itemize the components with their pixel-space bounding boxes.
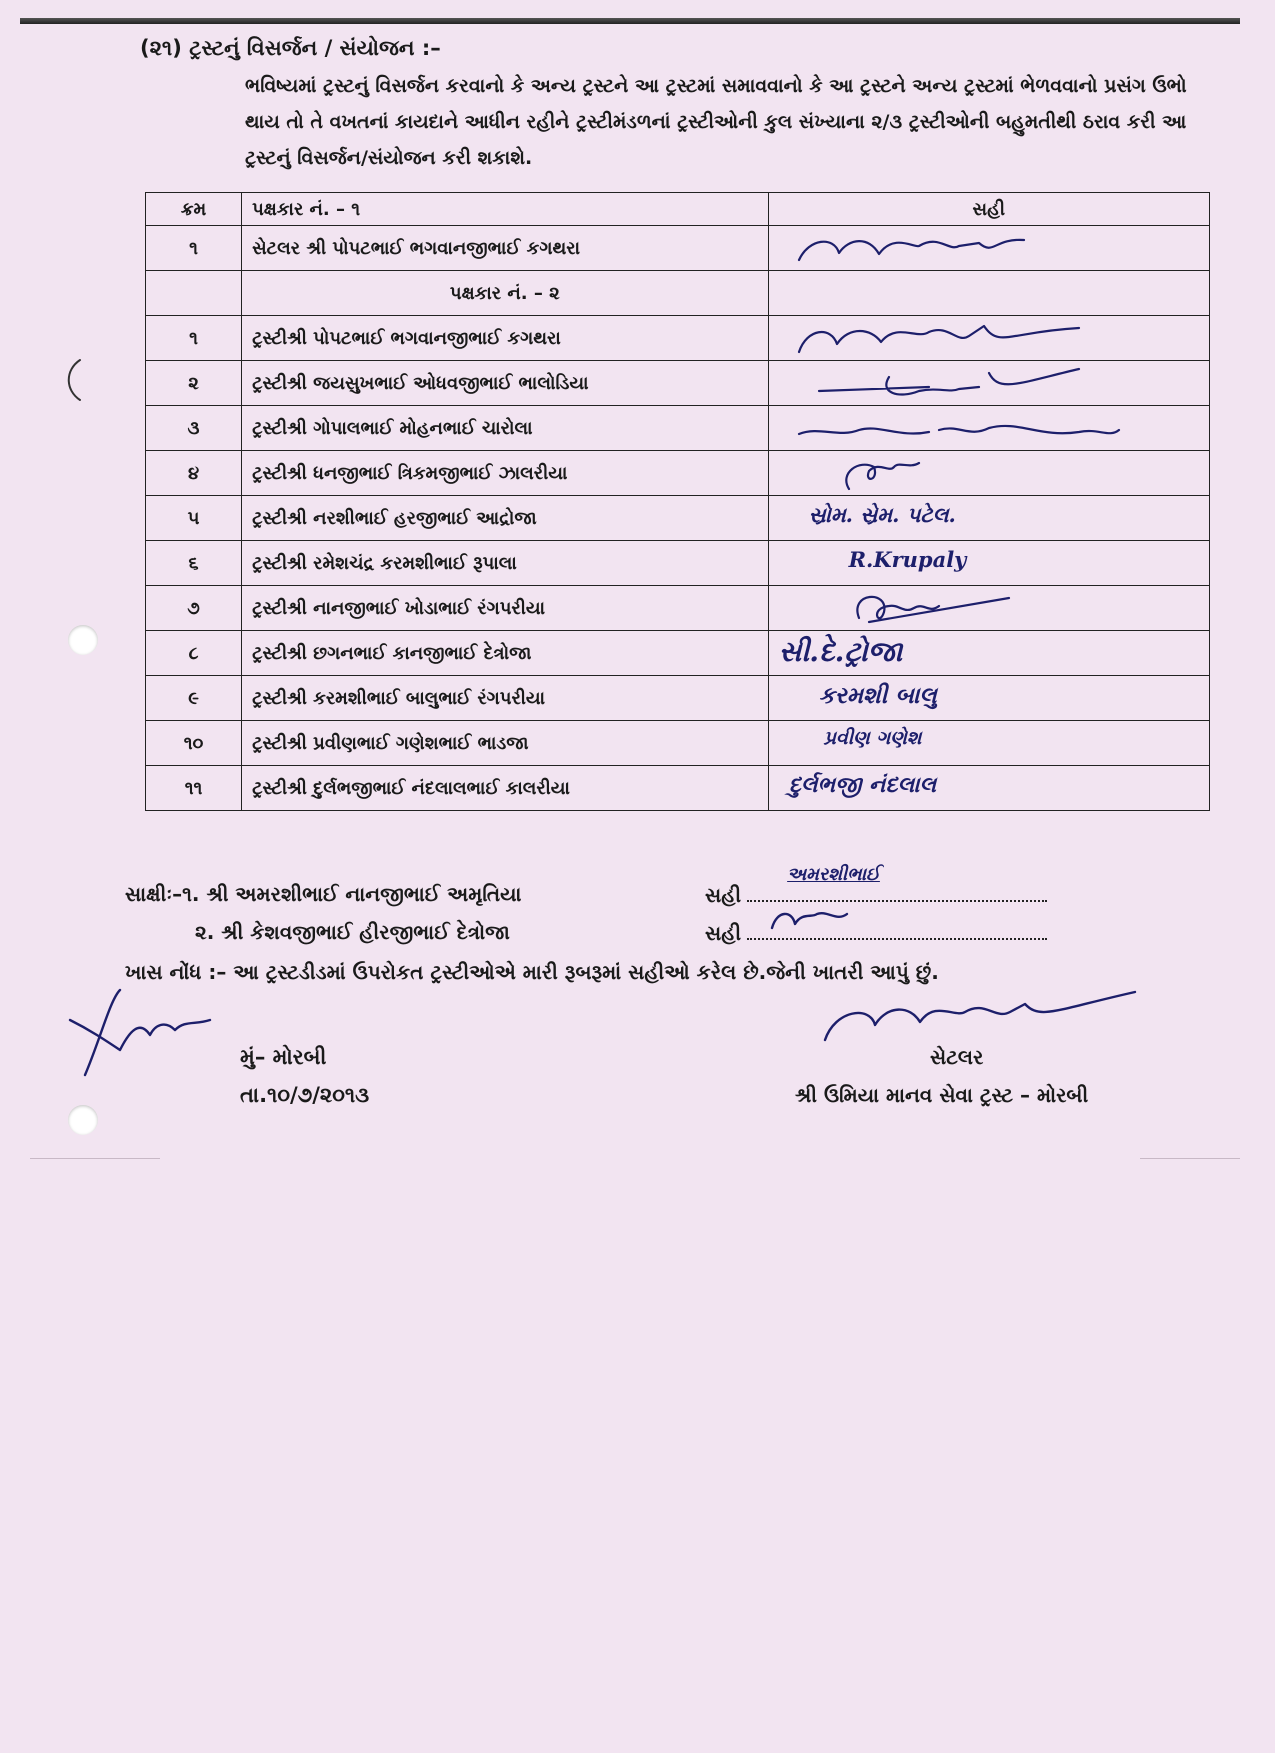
row-serial: ૨ [146, 361, 242, 406]
signature-cell [768, 721, 1209, 766]
row-serial: ૬ [146, 541, 242, 586]
table-row [146, 631, 1210, 676]
table-row [146, 316, 1210, 361]
sahi-label: સહી [705, 883, 742, 907]
table-row [146, 721, 1210, 766]
signature-dotted-line [747, 864, 1047, 902]
table-row [146, 451, 1210, 496]
witness-1-label: સાક્ષીઃ–૧. શ્રી અમરશીભાઈ નાનજીભાઈ અમૃતિયા [125, 882, 522, 906]
table-header-row [146, 193, 1210, 226]
row-name: ટ્રસ્ટીશ્રી ધનજીભાઈ ત્રિકમજીભાઈ ઝાલરીયા [242, 451, 768, 496]
signature-cell [768, 586, 1209, 631]
row-name: ટ્રસ્ટીશ્રી દુર્લભજીભાઈ નંદલાલભાઈ કાલરીયા [242, 766, 768, 811]
signature-graphic [779, 363, 1159, 403]
party2-heading: પક્ષકાર નં. – ૨ [242, 271, 768, 316]
witness-2-label: ૨. શ્રી કેશવજીભાઈ હીરજીભાઈ દેત્રોજા [195, 920, 510, 944]
divider [1140, 1158, 1240, 1159]
table-row [146, 361, 1210, 406]
handwritten-signature: કરમશી બાલુ [818, 682, 937, 709]
row-name: ટ્રસ્ટીશ્રી નાનજીભાઈ ખોડાભાઈ રંગપરીયા [242, 586, 768, 631]
row-serial: ૧૦ [146, 721, 242, 766]
divider [30, 1158, 160, 1159]
signature-cell [768, 631, 1209, 676]
signature-cell [768, 271, 1209, 316]
row-serial: ૯ [146, 676, 242, 721]
signature-cell [768, 316, 1209, 361]
handwritten-signature: સ્રોમ. સ્રેમ. પટેલ. [808, 502, 956, 527]
punch-hole [68, 625, 98, 655]
signature-cell [768, 676, 1209, 721]
handwritten-signature: R.Krupaly [848, 547, 967, 572]
row-name: ટ્રસ્ટીશ્રી નરશીભાઈ હરજીભાઈ આદ્રોજા [242, 496, 768, 541]
row-name: ટ્રસ્ટીશ્રી પોપટભાઈ ભગવાનજીભાઈ કગથરા [242, 316, 768, 361]
signature-cell [768, 361, 1209, 406]
row-serial: ૪ [146, 451, 242, 496]
trust-name: શ્રી ઉમિયા માનવ સેવા ટ્રસ્ટ – મોરબી [795, 1083, 1089, 1107]
signature-graphic [779, 588, 1159, 628]
row-serial: ૧૧ [146, 766, 242, 811]
handwritten-signature: સી.દે.ટ્રોજા [778, 635, 903, 668]
row-serial: ૩ [146, 406, 242, 451]
notary-signature-graphic [60, 980, 230, 1080]
signature-graphic [767, 904, 857, 938]
row-serial: ૭ [146, 586, 242, 631]
section-heading: (૨૧) ટ્રસ્ટનું વિસર્જન / સંયોજન :– [140, 36, 441, 60]
signature-cell [768, 541, 1209, 586]
bracket-mark [60, 355, 90, 405]
table-row [146, 271, 1210, 316]
punch-hole [68, 1105, 98, 1135]
header-serial: ક્રમ [146, 193, 242, 226]
row-name: ટ્રસ્ટીશ્રી કરમશીભાઈ બાલુભાઈ રંગપરીયા [242, 676, 768, 721]
special-note: ખાસ નોંધ :– આ ટ્રસ્ટડીડમાં ઉપરોકત ટ્રસ્ટીઓએ મારી રૂબરૂમાં સહીઓ કરેલ છે.જેની ખાતરી આપું છું. [125, 960, 939, 984]
place: મું– મોરબી [240, 1045, 327, 1069]
row-serial [146, 271, 242, 316]
signature-graphic [779, 228, 1159, 268]
sahi-label: સહી [705, 921, 742, 945]
row-serial: ૮ [146, 631, 242, 676]
table-row [146, 226, 1210, 271]
row-serial: ૧ [146, 226, 242, 271]
header-signature: સહી [768, 193, 1209, 226]
row-name: ટ્રસ્ટીશ્રી ગોપાલભાઈ મોહનભાઈ ચારોલા [242, 406, 768, 451]
row-name: ટ્રસ્ટીશ્રી રમેશચંદ્ર કરમશીભાઈ રૂપાલા [242, 541, 768, 586]
table-row [146, 766, 1210, 811]
signature-dotted-line [747, 920, 1047, 940]
signature-graphic [779, 453, 1159, 493]
row-name: સેટલર શ્રી પોપટભાઈ ભગવાનજીભાઈ કગથરા [242, 226, 768, 271]
signature-graphic [779, 318, 1159, 358]
settler-label: સેટલર [930, 1045, 984, 1069]
section-paragraph: ભવિષ્યમાં ટ્રસ્ટનું વિસર્જન કરવાનો કે અન્ય ટ્રસ્ટને આ ટ્રસ્ટમાં સમાવવાનો કે આ ટ્રસ્ટને અન્ય ટ્રસ્ટમાં ભેળવવાનો પ્રસંગ ઉભો થાય તો તે વખતનાં કાયદાને આધીન રહીને ટ્રસ્ટીમંડળનાં ટ્રસ્ટીઓની કુલ સંખ્યાના ૨/૩ ટ્રસ્ટીઓની બહુમતીથી ઠરાવ કરી આ ટ્રસ્ટનું વિસર્જન/સંયોજન કરી શકાશે. [245, 75, 1187, 169]
row-serial: ૫ [146, 496, 242, 541]
signature-cell [768, 451, 1209, 496]
signature-cell [768, 226, 1209, 271]
table-row [146, 586, 1210, 631]
signature-graphic [779, 408, 1159, 448]
table-row [146, 676, 1210, 721]
trustee-table [145, 192, 1210, 811]
handwritten-signature: અમરશીભાઈ [787, 864, 880, 885]
settler-signature-graphic [815, 990, 1145, 1050]
date: તા.૧૦/૭/૨૦૧૩ [240, 1083, 370, 1107]
handwritten-signature: પ્રવીણ ગણેશ [823, 727, 922, 749]
witness-2-signature-line [705, 920, 1047, 945]
signature-cell [768, 766, 1209, 811]
signature-cell [768, 496, 1209, 541]
witness-1-signature-line [705, 864, 1047, 907]
handwritten-signature: દુર્લભજી નંદલાલ [788, 772, 937, 798]
row-name: ટ્રસ્ટીશ્રી પ્રવીણભાઈ ગણેશભાઈ ભાડજા [242, 721, 768, 766]
row-name: ટ્રસ્ટીશ્રી છગનભાઈ કાનજીભાઈ દેત્રોજા [242, 631, 768, 676]
top-border-line [20, 18, 1240, 24]
row-serial: ૧ [146, 316, 242, 361]
signature-cell [768, 406, 1209, 451]
header-party: પક્ષકાર નં. – ૧ [242, 193, 768, 226]
table-row [146, 406, 1210, 451]
row-name: ટ્રસ્ટીશ્રી જયસુખભાઈ ઓધવજીભાઈ ભાલોડિયા [242, 361, 768, 406]
table-row [146, 496, 1210, 541]
table-row [146, 541, 1210, 586]
